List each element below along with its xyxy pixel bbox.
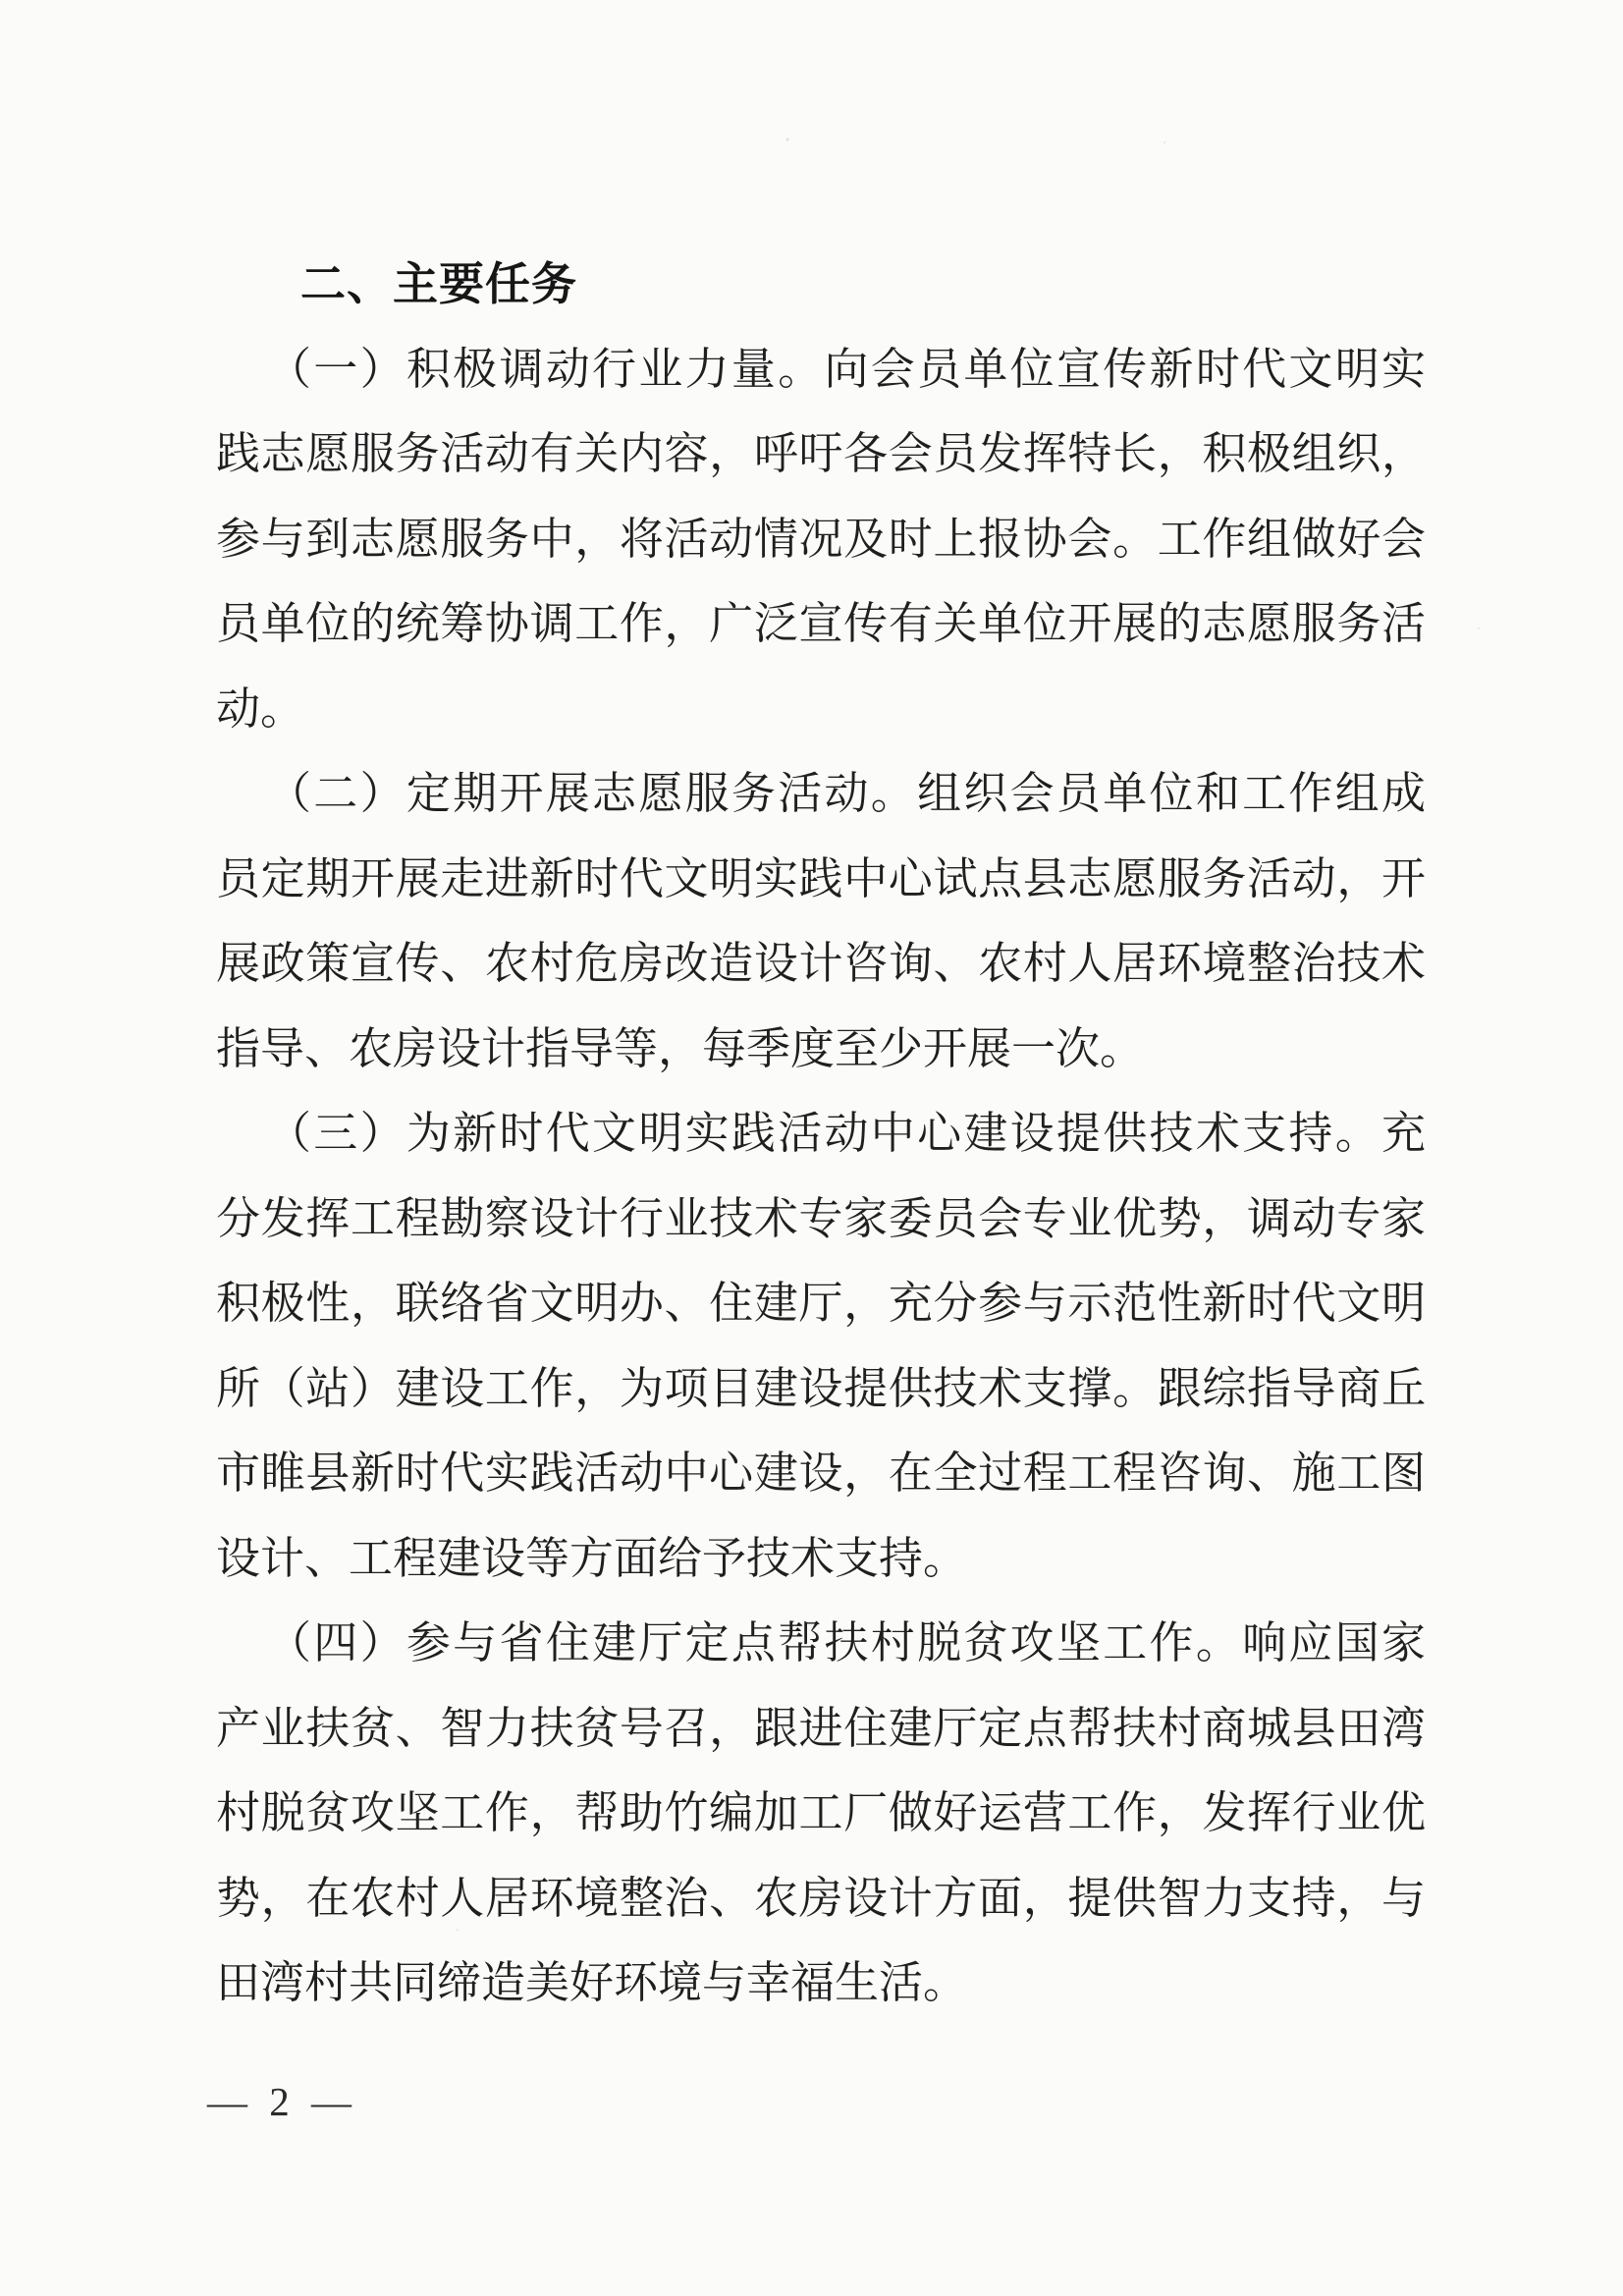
page-number: — 2 — (207, 2079, 357, 2124)
text-line: 展政策宣传、农村危房改造设计咨询、农村人居环境整治技术 (216, 939, 1426, 988)
text-line: （三）为新时代文明实践活动中心建设提供技术支持。充 (267, 1109, 1426, 1158)
text-line: 分发挥工程勘察设计行业技术专家委员会专业优势，调动专家 (216, 1193, 1426, 1243)
section-heading: 二、主要任务 (300, 258, 577, 309)
paragraph-1 (216, 327, 1426, 752)
text-line: 员单位的统筹协调工作，广泛宣传有关单位开展的志愿服务活 (216, 599, 1426, 648)
text-line: （二）定期开展志愿服务活动。组织会员单位和工作组成 (267, 769, 1426, 818)
text-line: 践志愿服务活动有关内容，呼吁各会员发挥特长，积极组织， (216, 429, 1426, 478)
text-line: （一）积极调动行业力量。向会员单位宣传新时代文明实 (267, 344, 1426, 394)
text-line: （四）参与省住建厅定点帮扶村脱贫攻坚工作。响应国家 (267, 1618, 1426, 1667)
paragraph-2 (216, 751, 1426, 1091)
text-line: 动。 (216, 683, 305, 734)
text-line: 积极性，联络省文明办、住建厅，充分参与示范性新时代文明 (216, 1279, 1426, 1328)
text-line: 市睢县新时代实践活动中心建设，在全过程工程咨询、施工图 (216, 1449, 1426, 1498)
paragraph-4 (216, 1601, 1426, 2026)
text-line: 势，在农村人居环境整治、农房设计方面，提供智力支持，与 (216, 1873, 1426, 1923)
document-body (216, 242, 1426, 2026)
paragraph-3 (216, 1091, 1426, 1601)
text-line: 指导、农房设计指导等，每季度至少开展一次。 (216, 1023, 1145, 1073)
text-line: 产业扶贫、智力扶贫号召，跟进住建厅定点帮扶村商城县田湾 (216, 1703, 1426, 1753)
text-line: 所（站）建设工作，为项目建设提供技术支撑。跟综指导商丘 (216, 1363, 1426, 1413)
text-line: 村脱贫攻坚工作，帮助竹编加工厂做好运营工作，发挥行业优 (216, 1788, 1426, 1837)
text-line: 参与到志愿服务中，将活动情况及时上报协会。工作组做好会 (216, 514, 1426, 564)
text-line: 田湾村共同缔造美好环境与幸福生活。 (216, 1958, 968, 2007)
text-line: 设计、工程建设等方面给予技术支持。 (216, 1533, 968, 1583)
text-line: 员定期开展走进新时代文明实践中心试点县志愿服务活动，开 (216, 853, 1426, 903)
